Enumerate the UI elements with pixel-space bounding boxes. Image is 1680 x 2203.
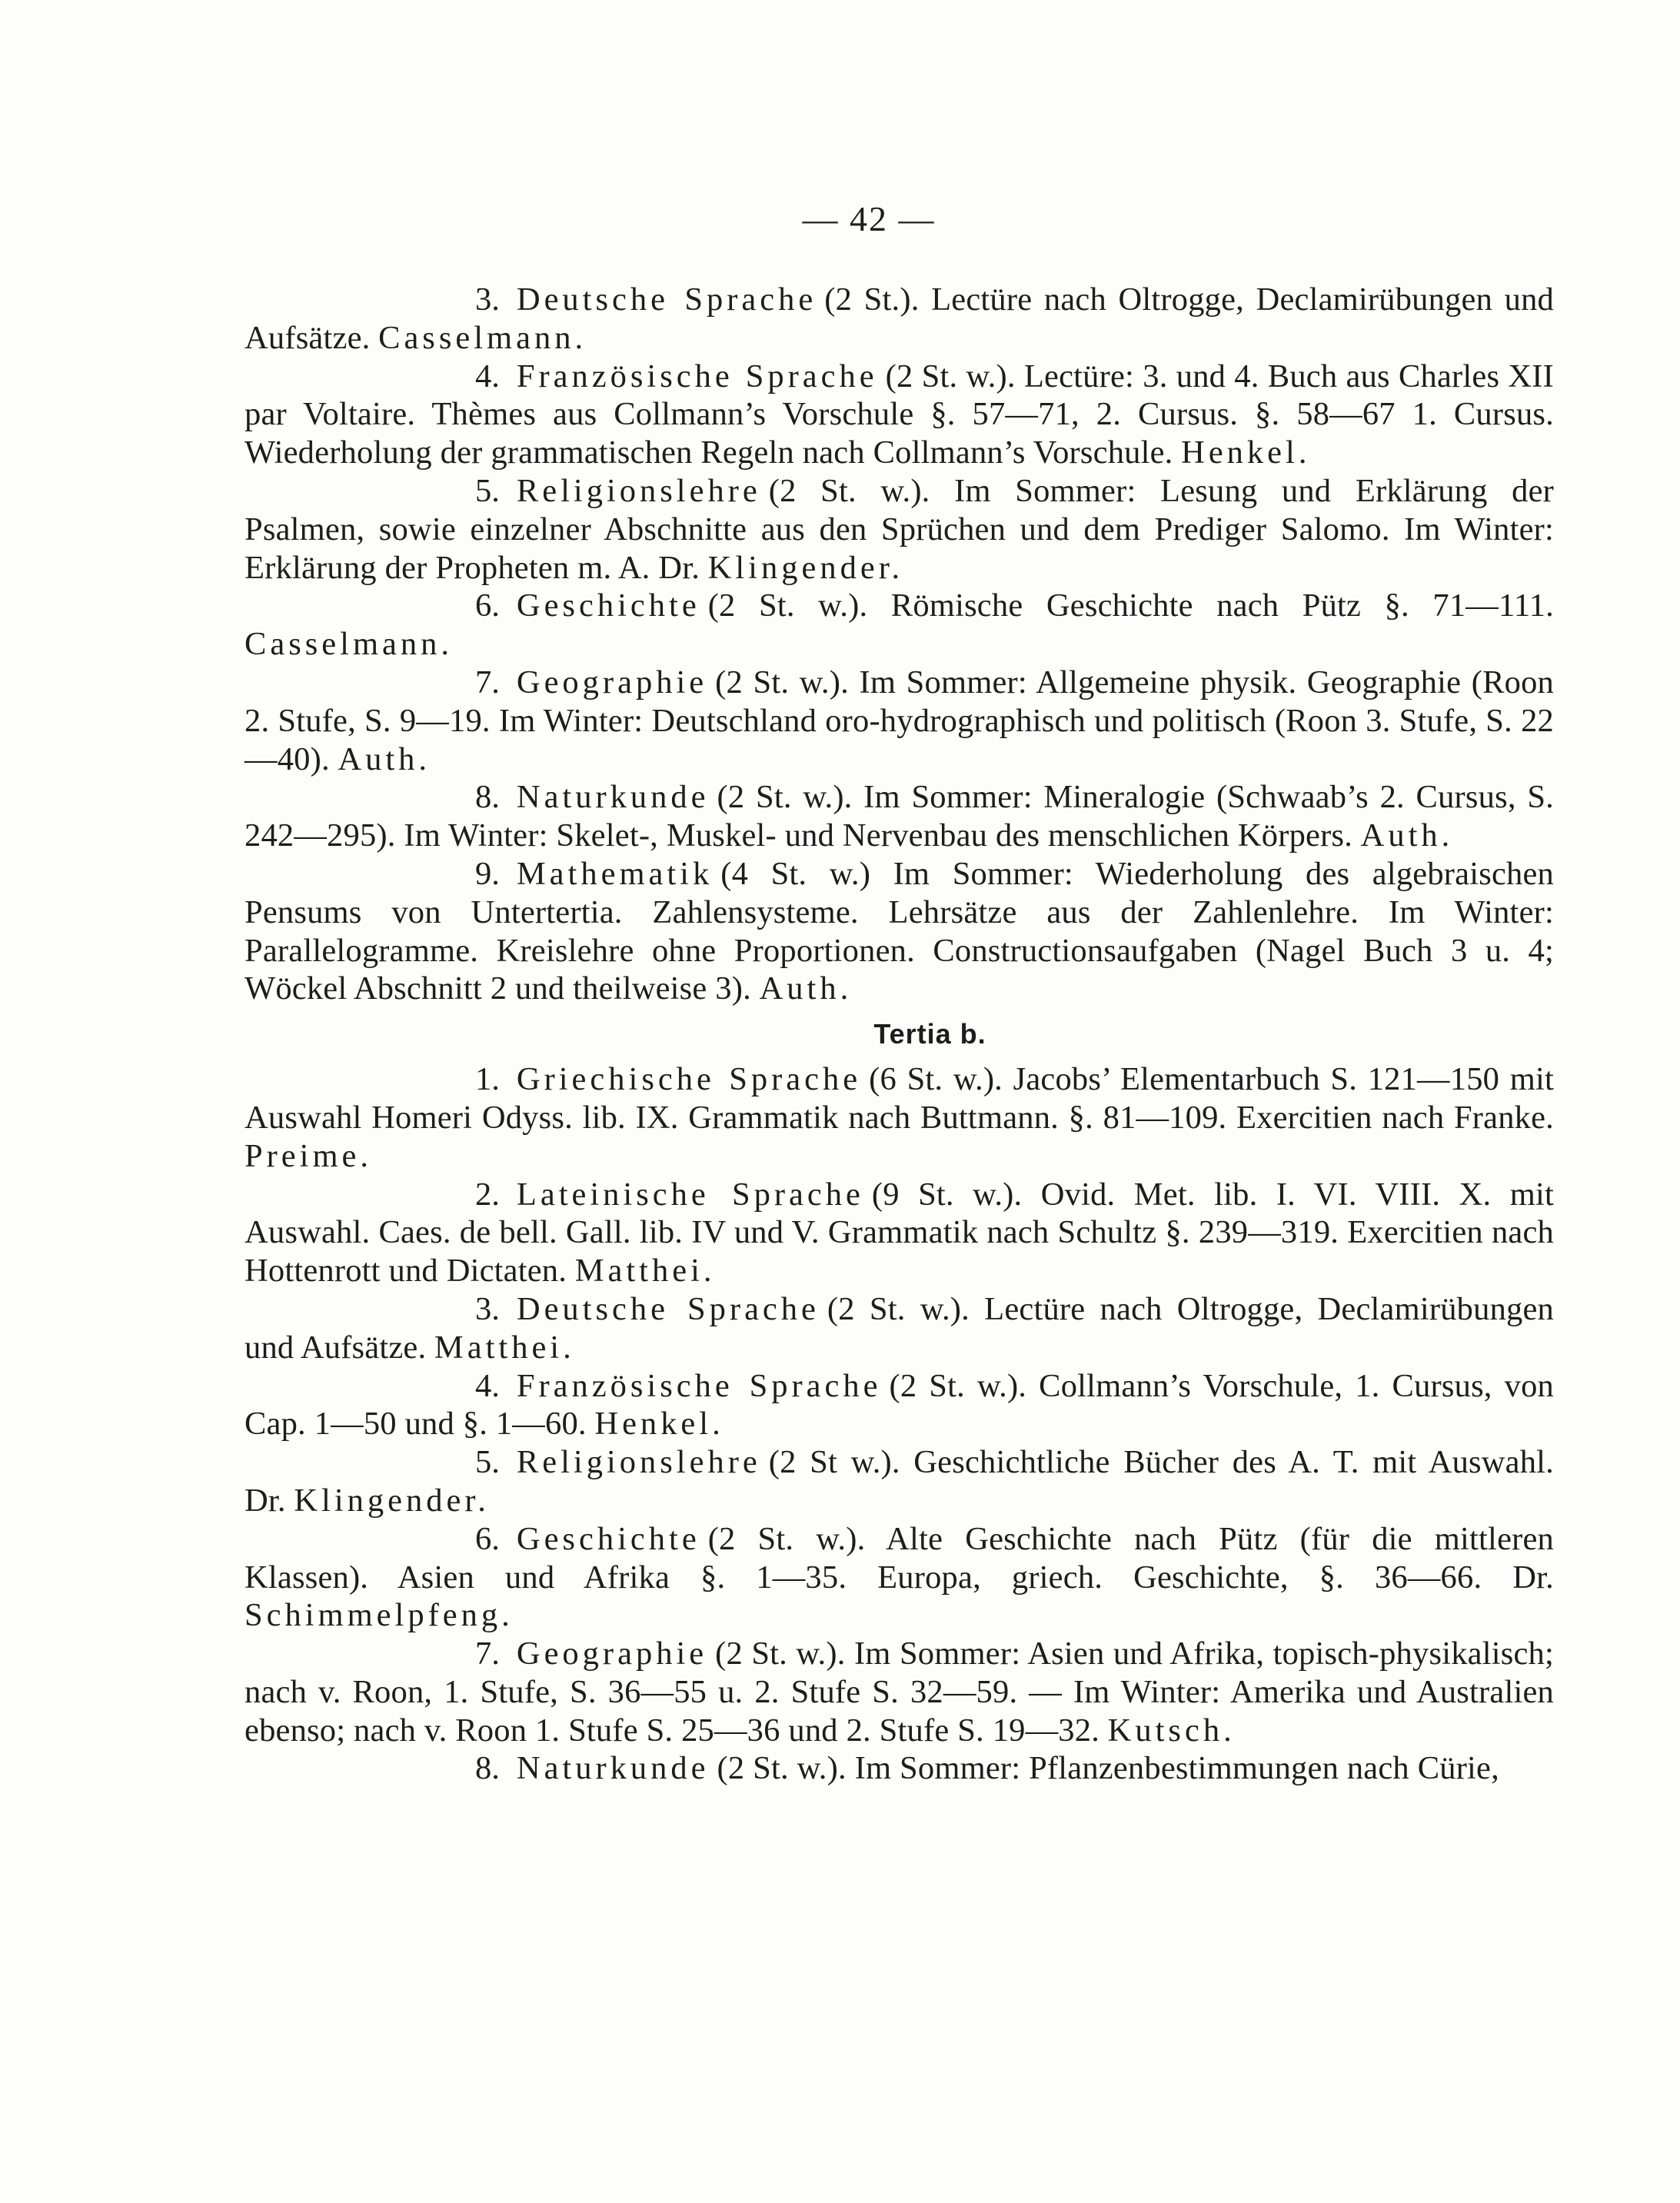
item-text: (2 St w.). Geschichtliche Bücher des A. T. mit Auswahl. Dr. [245, 1444, 1554, 1519]
item-text: (2 St. w.). Lectüre: 3. und 4. Buch aus Charles XII par Voltaire. Thèmes aus Collmann’s Vorschule §. 57—71, 2. Cursus. §. 58—67 1. Cursus. Wiederholung der grammatischen Regeln nach Collmann’s Vorschule. [245, 358, 1555, 471]
teacher-name: Klingender. [707, 549, 904, 586]
teacher-name: Casselmann. [245, 626, 454, 663]
teacher-name: Henkel. [594, 1406, 724, 1443]
item-text: (2 St. w.). Römische Geschichte nach Pütz §. 71—111. [707, 587, 1554, 624]
subject-name: Religionslehre [516, 472, 761, 509]
item-number: 3. [475, 281, 500, 318]
item-text: (2 St. w.). Collmann’s Vorschule, 1. Cursus, von Cap. 1—50 und §. 1—60. [245, 1367, 1555, 1443]
item-text: (2 St. w.). Im Sommer: Asien und Afrika, topisch-physikalisch; nach v. Roon, 1. Stufe, S. 36—55 u. 2. Stufe S. 32—59. — Im Winter: Amerika und Australien ebenso; nach v. Roon 1. Stufe S. 25—36 und 2. Stufe S. 19—32. [245, 1636, 1554, 1749]
teacher-name: Preime. [245, 1137, 373, 1174]
item-number: 7. [475, 664, 500, 701]
list-item [245, 664, 1554, 778]
list-item [245, 358, 1554, 472]
list-item [245, 472, 1554, 587]
item-number: 6. [475, 587, 500, 624]
item-text: (2 St.). Lectüre nach Oltrogge, Declamirübungen und Aufsätze. [245, 281, 1554, 356]
list-item [245, 587, 1554, 664]
item-number: 8. [475, 779, 500, 816]
teacher-name: Henkel. [1181, 434, 1311, 471]
item-text: (2 St. w.). Im Sommer: Mineralogie (Schwaab’s 2. Cursus, S. 242—295). Im Winter: Skelet-, Muskel- und Nervenbau des menschlichen Körpers. [245, 779, 1554, 854]
item-text: (9 St. w.). Ovid. Met. lib. I. VI. VIII. X. mit Auswahl. Caes. de bell. Gall. lib. IV und V. Grammatik nach Schultz §. 239—319. Exercitien nach Hottenrott und Dictaten. [245, 1176, 1554, 1290]
subject-name: Mathematik [516, 855, 714, 892]
teacher-name: Matthei. [574, 1253, 716, 1290]
item-text: (2 St. w.). Im Sommer: Lesung und Erklärung der Psalmen, sowie einzelner Abschnitte aus den Sprüchen und dem Prediger Salomo. Im Winter: Erklärung der Propheten m. A. Dr. [245, 472, 1554, 586]
subject-name: Deutsche Sprache [516, 281, 817, 318]
subject-name: Lateinische Sprache [516, 1176, 864, 1213]
teacher-name: Casselmann. [378, 319, 587, 356]
subject-name: Deutsche Sprache [516, 1290, 820, 1327]
subject-name: Geographie [516, 664, 708, 701]
list-item [245, 1367, 1554, 1444]
list-item [245, 855, 1554, 1008]
list-item [245, 1520, 1554, 1635]
list-item [245, 1635, 1554, 1749]
item-number: 6. [475, 1520, 500, 1557]
list-item [245, 1176, 1554, 1290]
item-text: (4 St. w.) Im Sommer: Wiederholung des algebraischen Pensums von Untertertia. Zahlensysteme. Lehrsätze aus der Zahlenlehre. Im Winter: Parallelogramme. Kreislehre ohne Proportionen. Constructionsaufgaben (Nagel Buch 3 u. 4; Wöckel Abschnitt 2 und theilweise 3). [245, 855, 1554, 1007]
section-heading: Tertia b. [873, 1018, 986, 1050]
list-item [245, 778, 1554, 855]
list-item [245, 1749, 1554, 1788]
teacher-name: Matthei. [434, 1329, 575, 1366]
item-text: (2 St. w.). Lectüre nach Oltrogge, Declamirübungen und Aufsätze. [245, 1290, 1554, 1366]
item-number: 8. [475, 1750, 500, 1787]
item-text: (2 St. w.). Im Sommer: Pflanzenbestimmungen nach Cürie, [717, 1750, 1499, 1787]
teacher-name: Auth. [759, 970, 853, 1007]
list-item [245, 1443, 1554, 1520]
page-number: — 42 — [802, 199, 936, 238]
subject-name: Französische Sprache [516, 1367, 882, 1404]
item-number: 9. [475, 855, 500, 892]
teacher-name: Schimmelpfeng. [245, 1597, 514, 1634]
subject-name: Naturkunde [516, 779, 710, 816]
teacher-name: Kutsch. [1107, 1712, 1236, 1749]
subject-name: Geschichte [516, 1520, 700, 1557]
subject-name: Französische Sprache [516, 358, 878, 394]
subject-name: Geographie [516, 1636, 708, 1672]
item-text: (2 St. w.). Alte Geschichte nach Pütz (für die mittleren Klassen). Asien und Afrika §. 1—35. Europa, griech. Geschichte, §. 36—66. Dr. [245, 1520, 1554, 1596]
item-number: 1. [475, 1061, 500, 1098]
item-number: 3. [475, 1290, 500, 1327]
list-item [245, 281, 1554, 358]
subject-name: Griechische Sprache [516, 1061, 862, 1098]
item-text: (2 St. w.). Im Sommer: Allgemeine physik. Geographie (Roon 2. Stufe, S. 9—19. Im Winter: Deutschland oro-hydrographisch und politisch (Roon 3. Stufe, S. 22—40). [245, 664, 1554, 777]
list-item [245, 1290, 1554, 1367]
item-number: 2. [475, 1176, 500, 1213]
subject-name: Naturkunde [516, 1750, 710, 1787]
item-number: 5. [475, 472, 500, 509]
item-number: 4. [475, 1367, 500, 1404]
teacher-name: Klingender. [294, 1482, 490, 1519]
subject-name: Religionslehre [516, 1444, 761, 1481]
item-number: 5. [475, 1444, 500, 1481]
subject-name: Geschichte [516, 587, 700, 624]
teacher-name: Auth. [1360, 817, 1454, 854]
teacher-name: Auth. [338, 740, 431, 777]
text-body [245, 281, 1554, 1788]
list-item [245, 1060, 1554, 1175]
item-text: (6 St. w.). Jacobs’ Elementarbuch S. 121—150 mit Auswahl Homeri Odyss. lib. IX. Grammatik nach Buttmann. §. 81—109. Exercitien nach Franke. [245, 1061, 1554, 1136]
item-number: 4. [475, 358, 500, 394]
item-number: 7. [475, 1636, 500, 1672]
